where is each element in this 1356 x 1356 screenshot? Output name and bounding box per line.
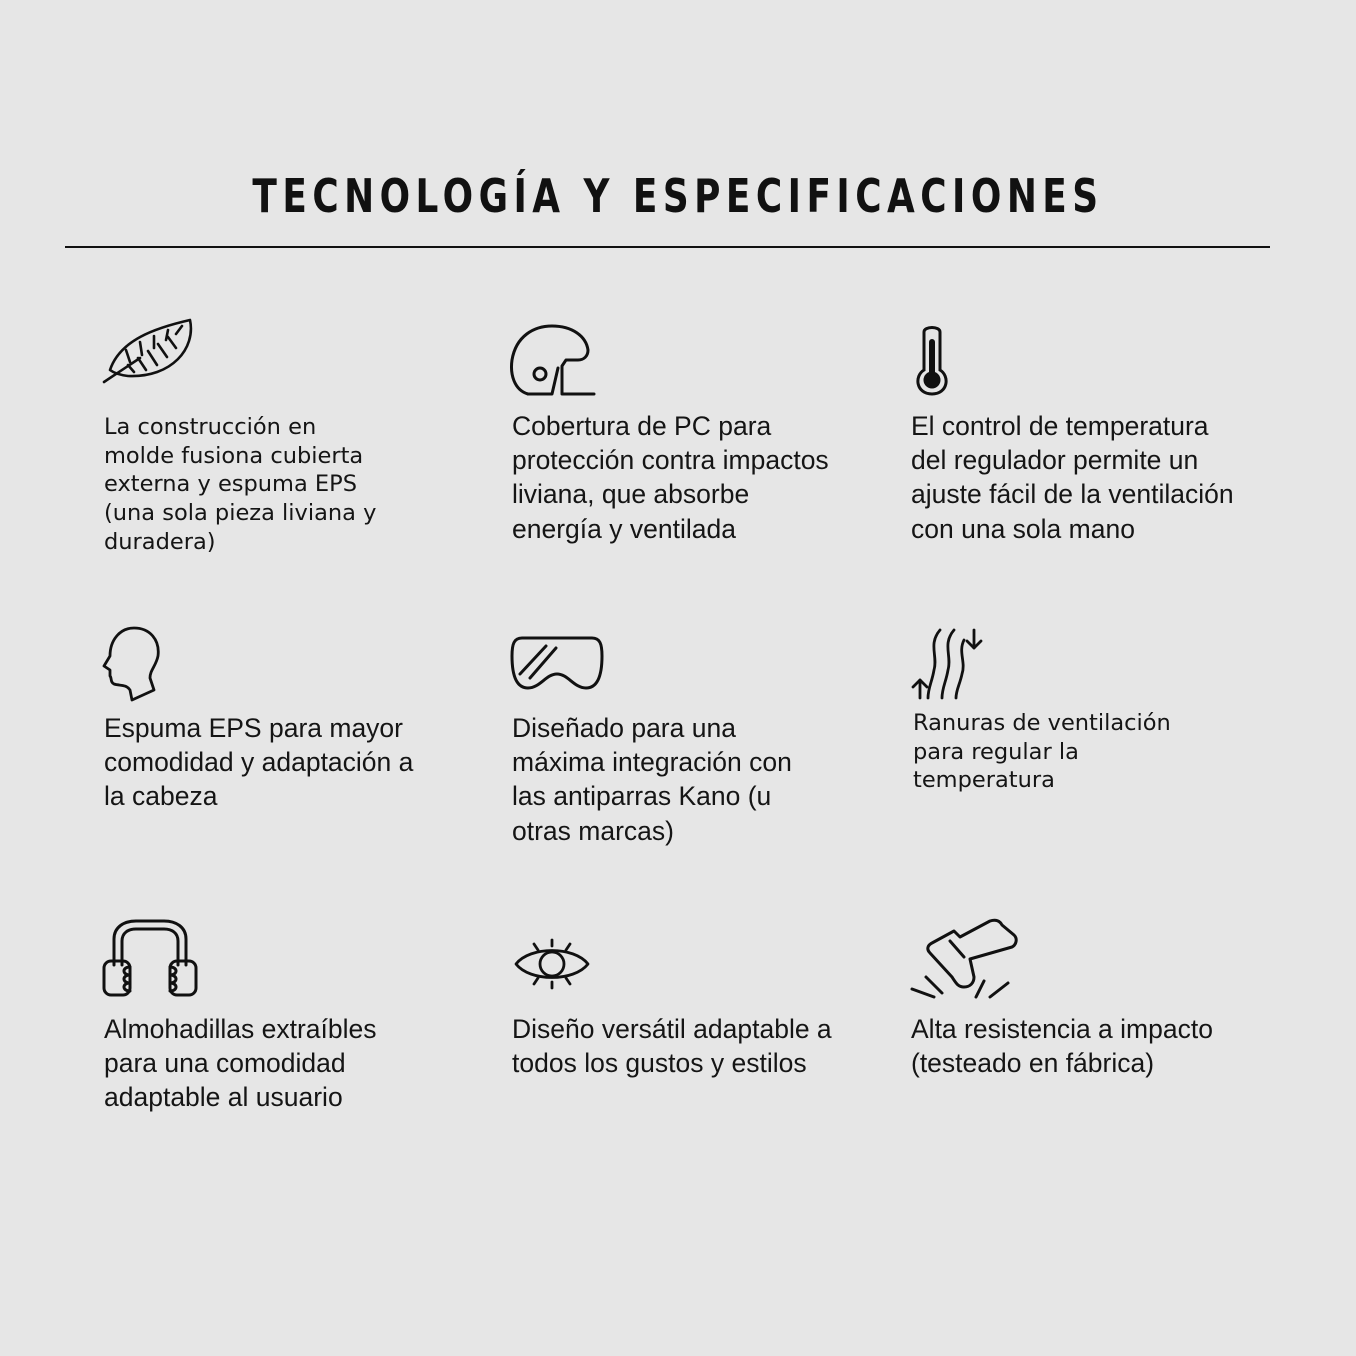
title-divider [65,246,1270,248]
feature-desc-5: Diseñado para una máxima integración con las antiparras Kano (u otras marcas) [512,713,792,846]
earmuffs-icon [100,917,200,999]
page-title: TECNOLOGÍA Y ESPECIFICACIONES [252,169,1104,223]
goggles-icon [510,634,604,692]
ventilation-icon [908,626,986,700]
feather-icon [100,318,196,386]
feature-desc-4: Espuma EPS para mayor comodidad y adaptación a la cabeza [104,713,414,812]
feature-desc-9: Alta resistencia a impacto (testeado en fábrica) [911,1014,1213,1079]
feature-desc-3: El control de temperatura del regulador permite un ajuste fácil de la ventilación con una sola mano [911,411,1234,544]
eye-icon [514,938,590,990]
feature-desc-1: La construcción en molde fusiona cubierta externa y espuma EPS (una sola pieza liviana y duradera) [104,414,377,555]
helmet-icon [508,322,598,398]
feature-desc-2: Cobertura de PC para protección contra impactos liviana, que absorbe energía y ventilada [512,411,829,544]
feature-desc-7: Almohadillas extraíbles para una comodidad adaptable al usuario [104,1014,377,1113]
feature-desc-8: Diseño versátil adaptable a todos los gustos y estilos [512,1014,832,1079]
feature-desc-6: Ranuras de ventilación para regular la temperatura [913,710,1171,794]
head-profile-icon [100,624,164,702]
hammer-impact-icon [908,917,1024,999]
thermometer-icon [914,324,950,396]
